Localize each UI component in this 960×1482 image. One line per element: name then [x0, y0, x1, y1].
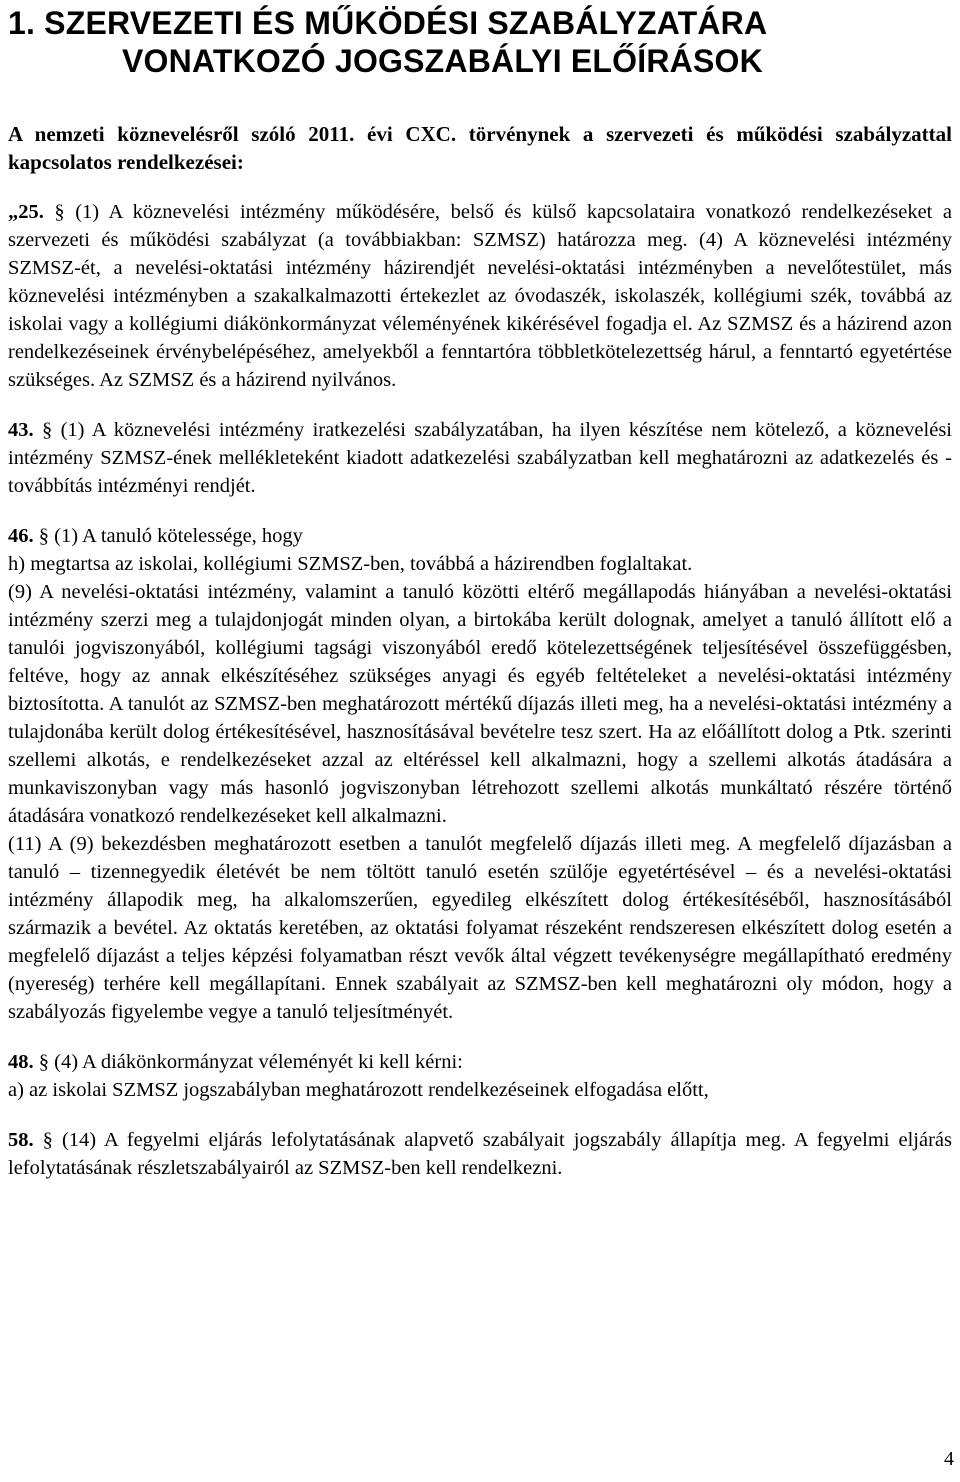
section-48-paragraph-2: a) az iskolai SZMSZ jogszabályban meghatározott rendelkezéseinek elfogadása előtt, [8, 1079, 709, 1101]
section-46-paragraph-1 [8, 522, 952, 550]
section-46-paragraph-2: h) megtartsa az iskolai, kollégiumi SZMSZ-ben, továbbá a házirendben foglaltakat. [8, 553, 693, 575]
paragraph-text: (1) A köznevelési intézmény működésére, belső és külső kapcsolataira vonatkozó rendelkezéseket a szervezeti és működési szabályzat (a továbbiakban: SZMSZ) határozza meg. (4) A köznevelési intézmény SZMSZ-ét, a nevelési-oktatási intézmény házirendjét nevelési-oktatási intézményben a nevelőtestület, más köznevelési intézményben a szakalkalmazotti értekezlet az óvodaszék, iskolaszék, kollégiumi szék, továbbá az iskolai vagy a kollégiumi diákönkormányzat véleményének kikérésével fogadja el. Az SZMSZ és a házirend azon rendelkezéseinek érvénybelépéséhez, amelyekből a fenntartóra többletkötelezettség hárul, a fenntartó egyetértése szükséges. Az SZMSZ és a házirend nyilvános. [8, 201, 953, 391]
section-number: 46. [8, 525, 34, 547]
section-48 [8, 1048, 952, 1104]
section-46-paragraph-4: (11) A (9) bekezdésben meghatározott esetben a tanulót megfelelő díjazás illeti meg. A megfelelő díjazásban a tanuló – tizennegyedik életévét be nem töltött tanuló esetén szülője egyetértésével – és a nevelési-oktatási intézmény állapodik meg, ha alkalomszerűen, egyedileg elkészített dolog értékesítéséből, hasznosításából származik a bevétel. Az oktatás keretében, az oktatási folyamat részeként rendszeresen elkészített dolog esetén a megfelelő díjazást a teljes képzési folyamatban részt vevők által végzett tevékenységre megállapítható eredmény (nyereség) terhére kell megállapítani. Ennek szabályait az SZMSZ-ben kell meghatározni oly módon, hogy a szabályozás figyelembe vegye a tanuló teljesítményét. [8, 833, 952, 1023]
section-number: „25. [8, 201, 44, 223]
paragraph-sign: § [38, 1051, 49, 1073]
section-48-paragraph-1 [8, 1048, 952, 1076]
paragraph-sign: § [54, 201, 65, 223]
section-46 [8, 522, 952, 1026]
heading-line-1: 1. SZERVEZETI ÉS MŰKÖDÉSI SZABÁLYZATÁRA [8, 5, 768, 41]
paragraph-text: (14) A fegyelmi eljárás lefolytatásának alapvető szabályait jogszabály állapítja meg. A fegyelmi eljárás lefolytatásának részletszabályairól az SZMSZ-ben kell rendelkezni. [8, 1129, 952, 1179]
paragraph-text: (4) A diákönkormányzat véleményét ki kell kérni: [54, 1051, 463, 1073]
heading-line-2: VONATKOZÓ JOGSZABÁLYI ELŐÍRÁSOK [122, 43, 763, 79]
page-number: 4 [944, 1448, 954, 1470]
document-page [8, 0, 952, 1182]
section-43-paragraph-1 [8, 416, 952, 500]
section-58 [8, 1126, 952, 1182]
paragraph-sign: § [42, 1129, 53, 1151]
section-58-paragraph-1 [8, 1126, 952, 1182]
section-25-paragraph-1 [8, 198, 952, 394]
paragraph-sign: § [41, 419, 53, 441]
section-number: 43. [8, 419, 34, 441]
paragraph-sign: § [38, 525, 49, 547]
paragraph-text: (1) A tanuló kötelessége, hogy [54, 525, 303, 547]
section-number: 58. [8, 1129, 34, 1151]
section-25 [8, 198, 952, 394]
section-43 [8, 416, 952, 500]
section-number: 48. [8, 1051, 34, 1073]
paragraph-text: (1) A köznevelési intézmény iratkezelési szabályzatában, ha ilyen készítése nem kötelező, a köznevelési intézmény SZMSZ-ének mellékleteként kiadott adatkezelési szabályzatban kell meghatározni az adatkezelés és -továbbítás intézményi rendjét. [8, 419, 953, 497]
intro-paragraph: A nemzeti köznevelésről szóló 2011. évi CXC. törvénynek a szervezeti és működési szabályzattal kapcsolatos rendelkezései: [8, 122, 952, 174]
section-46-paragraph-3: (9) A nevelési-oktatási intézmény, valamint a tanuló közötti eltérő megállapodás hiányában a nevelési-oktatási intézmény szerzi meg a tulajdonjogát minden olyan, a birtokába került dolognak, amelyet a tanuló állított elő a tanulói jogviszonyából, kollégiumi tagsági viszonyából eredő kötelezettségének teljesítésével összefüggésben, feltéve, hogy az annak elkészítéséhez szükséges anyagi és egyéb feltételeket a nevelési-oktatási intézmény biztosította. A tanulót az SZMSZ-ben meghatározott mértékű díjazás illeti meg, ha a nevelési-oktatási intézmény a tulajdonába került dolog értékesítésével, hasznosításával bevételre tesz szert. Ha az előállított dolog a Ptk. szerinti szellemi alkotás, e rendelkezéseket azzal az eltéréssel kell alkalmazni, hogy a szellemi alkotás átadására a munkaviszonyban vagy más hasonló jogviszonyban létrehozott szellemi alkotás munkáltató részére történő átadására vonatkozó rendelkezéseket kell alkalmazni. [8, 581, 952, 827]
document-heading [8, 0, 952, 80]
